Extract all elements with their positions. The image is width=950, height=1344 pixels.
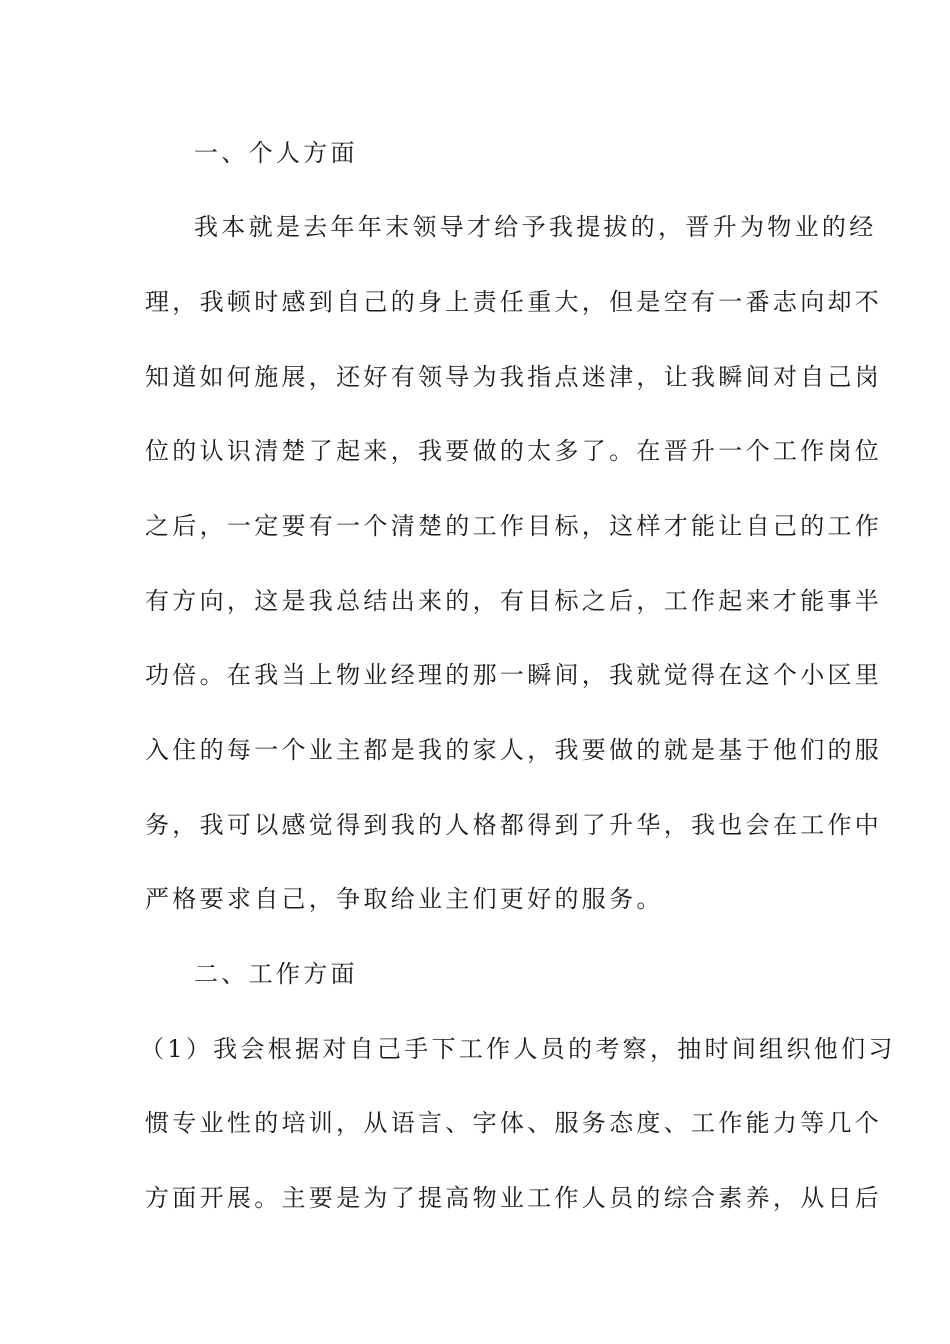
paragraph-line: 有方向，这是我总结出来的，有目标之后，工作起来才能事半 xyxy=(145,587,883,615)
paragraph-line: 入住的每一个业主都是我的家人，我要做的就是基于他们的服 xyxy=(145,736,883,764)
paragraph-line: 务，我可以感觉得到我的人格都得到了升华，我也会在工作中 xyxy=(145,811,883,839)
paragraph-line: 理，我顿时感到自己的身上责任重大，但是空有一番志向却不 xyxy=(145,288,883,316)
paragraph-line: 之后，一定要有一个清楚的工作目标，这样才能让自己的工作 xyxy=(145,512,883,540)
paragraph-line: 位的认识清楚了起来，我要做的太多了。在晋升一个工作岗位 xyxy=(145,437,883,465)
paragraph-line: 功倍。在我当上物业经理的那一瞬间，我就觉得在这个小区里 xyxy=(145,661,883,689)
paragraph-line: 惯专业性的培训，从语言、字体、服务态度、工作能力等几个 xyxy=(145,1109,883,1137)
paragraph-line: 方面开展。主要是为了提高物业工作人员的综合素养，从日后 xyxy=(145,1184,883,1212)
section-heading-work: 二、工作方面 xyxy=(194,960,358,988)
section-heading-personal: 一、个人方面 xyxy=(194,139,358,167)
paragraph-line: 严格要求自己，争取给业主们更好的服务。 xyxy=(145,885,664,913)
paragraph-line: 知道如何施展，还好有领导为我指点迷津，让我瞬间对自己岗 xyxy=(145,363,883,391)
paragraph-line: 我本就是去年年末领导才给予我提拔的，晋升为物业的经 xyxy=(194,213,877,241)
paragraph-line: （1）我会根据对自己手下工作人员的考察，抽时间组织他们习 xyxy=(140,1035,896,1063)
